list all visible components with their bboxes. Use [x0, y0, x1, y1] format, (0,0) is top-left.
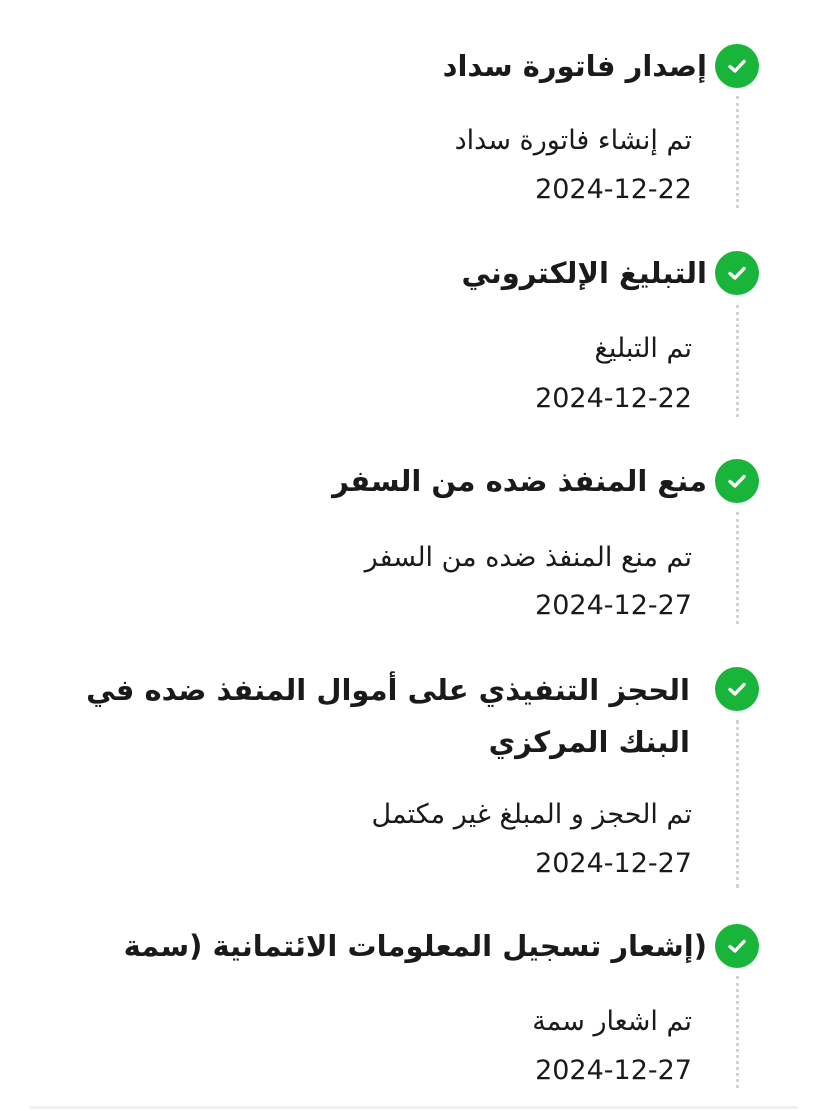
step-title: (إشعار تسجيل المعلومات الائتمانية (سمة — [123, 929, 707, 963]
step-description: تم التبليغ — [594, 333, 692, 364]
bottom-divider — [30, 1106, 798, 1109]
step-date: 2024-12-27 — [535, 590, 692, 621]
check-circle-icon — [715, 459, 759, 503]
check-circle-icon — [715, 667, 759, 711]
step-description: تم الحجز و المبلغ غير مكتمل — [371, 799, 692, 830]
check-circle-icon — [715, 924, 759, 968]
timeline-connector — [736, 976, 739, 1088]
step-date: 2024-12-22 — [535, 383, 692, 414]
timeline-connector — [736, 96, 739, 208]
step-title: الحجز التنفيذي على أموال المنفذ ضده في البنك المركزي — [86, 673, 690, 759]
step-title: التبليغ الإلكتروني — [461, 256, 707, 290]
step-title: إصدار فاتورة سداد — [442, 49, 707, 83]
timeline-connector — [736, 305, 739, 417]
step-title: منع المنفذ ضده من السفر — [332, 464, 707, 498]
check-circle-icon — [715, 44, 759, 88]
step-date: 2024-12-22 — [535, 174, 692, 205]
step-description: تم اشعار سمة — [532, 1006, 692, 1037]
check-circle-icon — [715, 251, 759, 295]
timeline-connector — [736, 512, 739, 624]
step-date: 2024-12-27 — [535, 1055, 692, 1086]
step-date: 2024-12-27 — [535, 848, 692, 879]
step-description: تم منع المنفذ ضده من السفر — [364, 542, 692, 573]
timeline-connector — [736, 720, 739, 888]
step-description: تم إنشاء فاتورة سداد — [454, 125, 692, 156]
